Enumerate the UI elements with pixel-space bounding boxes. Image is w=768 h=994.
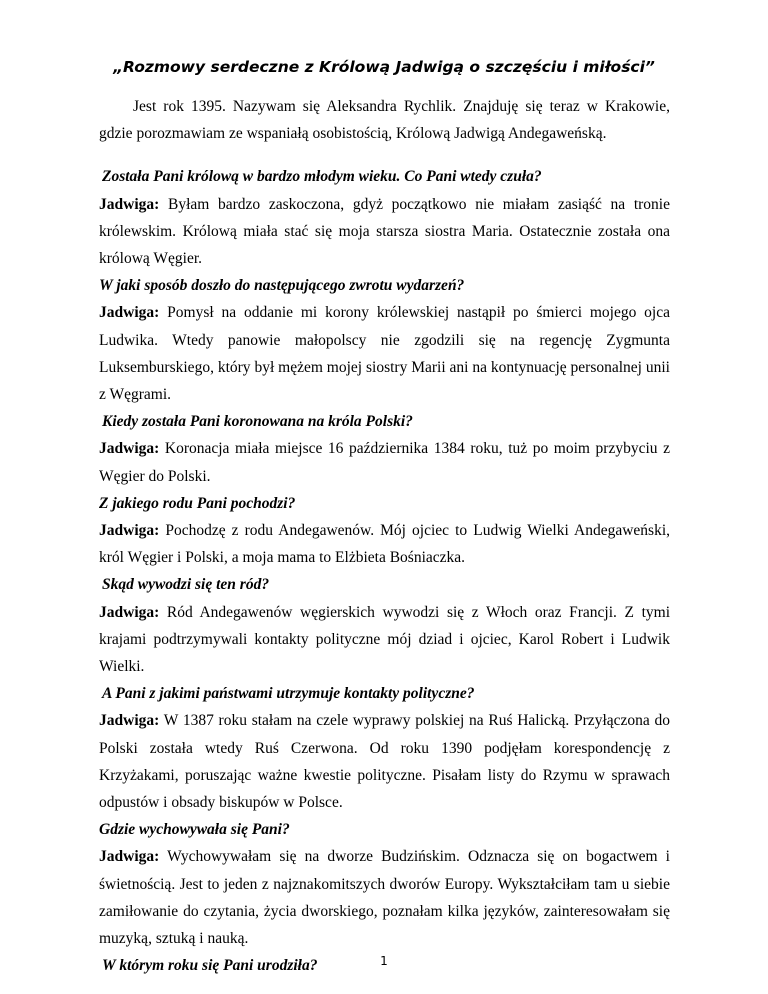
answer-text: Byłam bardzo zaskoczona, gdyż początkowo nie miałam zasiąść na tronie królewskim. Królową miała stać się moja starsza siostra Maria. Ostatecznie została ona królową Węgier. [99, 195, 670, 268]
speaker-label: Jadwiga: [99, 522, 160, 540]
answer-text: Koronacja miała miejsce 16 października 1384 roku, tuż po moim przybyciu z Węgier do Polski. [99, 440, 670, 485]
answer-text: Ród Andegawenów węgierskich wywodzi się z Włoch oraz Francji. Z tymi krajami podtrzymywali kontakty polityczne mój dziad i ojciec, Karol Robert i Ludwik Wielki. [99, 603, 670, 676]
page-number: 1 [380, 954, 388, 968]
answer-4 [99, 517, 670, 571]
intro-paragraph: Jest rok 1395. Nazywam się Aleksandra Rychlik. Znajduję się teraz w Krakowie, gdzie porozmawiam ze wspaniałą osobistością, Królową Jadwigą Andegaweńską. [99, 98, 670, 143]
question-5: Skąd wywodzi się ten ród? [102, 576, 270, 594]
question-1: Została Pani królową w bardzo młodym wieku. Co Pani wtedy czuła? [102, 168, 542, 186]
answer-text: W 1387 roku stałam na czele wyprawy polskiej na Ruś Halicką. Przyłączona do Polski została wtedy Ruś Czerwona. Od roku 1390 podjęłam korespondencję z Krzyżakami, poruszając ważne kwestie polityczne. Pisałam listy do Rzymu w sprawach odpustów i obsady biskupów w Polsce. [99, 712, 670, 812]
question-7: Gdzie wychowywała się Pani? [99, 821, 290, 839]
answer-6 [99, 707, 670, 816]
question-3: Kiedy została Pani koronowana na króla Polski? [102, 413, 413, 431]
document-title: „Rozmowy serdeczne z Królową Jadwigą o szczęściu i miłości” [113, 58, 655, 76]
speaker-label: Jadwiga: [99, 440, 160, 458]
document-body [99, 93, 670, 980]
speaker-label: Jadwiga: [99, 603, 160, 621]
speaker-label: Jadwiga: [99, 304, 160, 322]
answer-text: Pomysł na oddanie mi korony królewskiej nastąpił po śmierci mojego ojca Ludwika. Wtedy panowie małopolscy nie zgodzili się na regencję Zygmunta Luksemburskiego, który był mężem mojej siostry Marii ani na kontynuację personalnej unii z Węgrami. [99, 304, 670, 404]
speaker-label: Jadwiga: [99, 848, 160, 866]
answer-5 [99, 599, 670, 681]
question-2: W jaki sposób doszło do następującego zwrotu wydarzeń? [99, 277, 465, 295]
question-6: A Pani z jakimi państwami utrzymuje kontakty polityczne? [102, 685, 475, 703]
question-8: W którym roku się Pani urodziła? [102, 957, 318, 975]
answer-2 [99, 299, 670, 408]
question-4: Z jakiego rodu Pani pochodzi? [99, 494, 296, 512]
speaker-label: Jadwiga: [99, 712, 160, 730]
answer-text: Wychowywałam się na dworze Budzińskim. Odznacza się on bogactwem i świetnością. Jest to jeden z najznakomitszych dworów Europy. Wykształciłam tam u siebie zamiłowanie do czytania, życia dworskiego, poznałam kilka języków, zainteresowałam się muzyką, sztuką i nauką. [99, 848, 670, 948]
speaker-label: Jadwiga: [99, 195, 160, 213]
answer-7 [99, 843, 670, 952]
answer-1 [99, 191, 670, 273]
answer-text: Pochodzę z rodu Andegawenów. Mój ojciec to Ludwig Wielki Andegaweński, król Węgier i Polski, a moja mama to Elżbieta Bośniaczka. [99, 522, 670, 567]
answer-3 [99, 435, 670, 489]
